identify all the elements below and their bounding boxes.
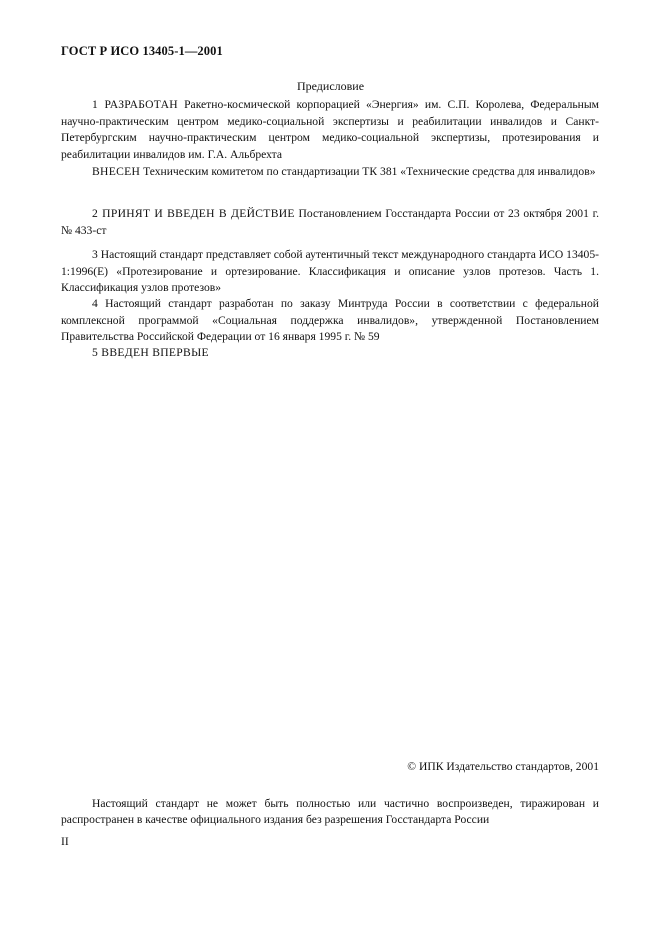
preface-item-1b (61, 164, 599, 181)
copyright-line: © ИПК Издательство стандартов, 2001 (407, 760, 599, 773)
preface-item-3: 3 Настоящий стандарт представляет собой аутентичный текст международного стандарта ИСО 13405-1:1996(Е) «Протезирование и ортезирование. Классификация и описание узлов протезов. Часть 1. Классификация узлов протезов» (61, 248, 599, 294)
preface-item-1-text: Ракетно-космической корпорацией «Энергия» им. С.П. Королева, Федеральным научно-практическим центром медико-социальной экспертизы и реабилитации инвалидов и Санкт-Петербургским научно-практическим центром медико-социальной экспертизы, протезирования и реабилитации инвалидов им. Г.А. Альбрехта (61, 98, 599, 161)
document-header-code: ГОСТ Р ИСО 13405-1—2001 (61, 44, 223, 58)
preface-item-1b-text: Техническим комитетом по стандартизации ТК 381 «Технические средства для инвалидов» (140, 165, 596, 178)
preface-item-4: 4 Настоящий стандарт разработан по заказу Минтруда России в соответствии с федеральной комплексной программой «Социальная поддержка инвалидов», утвержденной Постановлением Правительства Российской Федерации от 16 января 1995 г. № 59 (61, 297, 599, 343)
preface-item-2 (61, 206, 599, 239)
preface-title: Предисловие (296, 79, 365, 93)
preface-item-1 (61, 97, 599, 163)
preface-item-5: 5 ВВЕДЕН ВПЕРВЫЕ (92, 346, 209, 359)
preface-item-1-lead: 1 РАЗРАБОТАН (92, 98, 178, 111)
reproduction-notice: Настоящий стандарт не может быть полностью или частично воспроизведен, тиражирован и распространен в качестве официального издания без разрешения Госстандарта России (61, 797, 599, 826)
preface-item-1b-lead: ВНЕСЕН (92, 165, 141, 178)
preface-item-2-text: Постановлением Госстандарта России от 23 октября 2001 г. № 433-ст (61, 207, 599, 237)
preface-item-2-lead: 2 ПРИНЯТ И ВВЕДЕН В ДЕЙСТВИЕ (92, 207, 295, 220)
page-number: II (61, 835, 69, 848)
